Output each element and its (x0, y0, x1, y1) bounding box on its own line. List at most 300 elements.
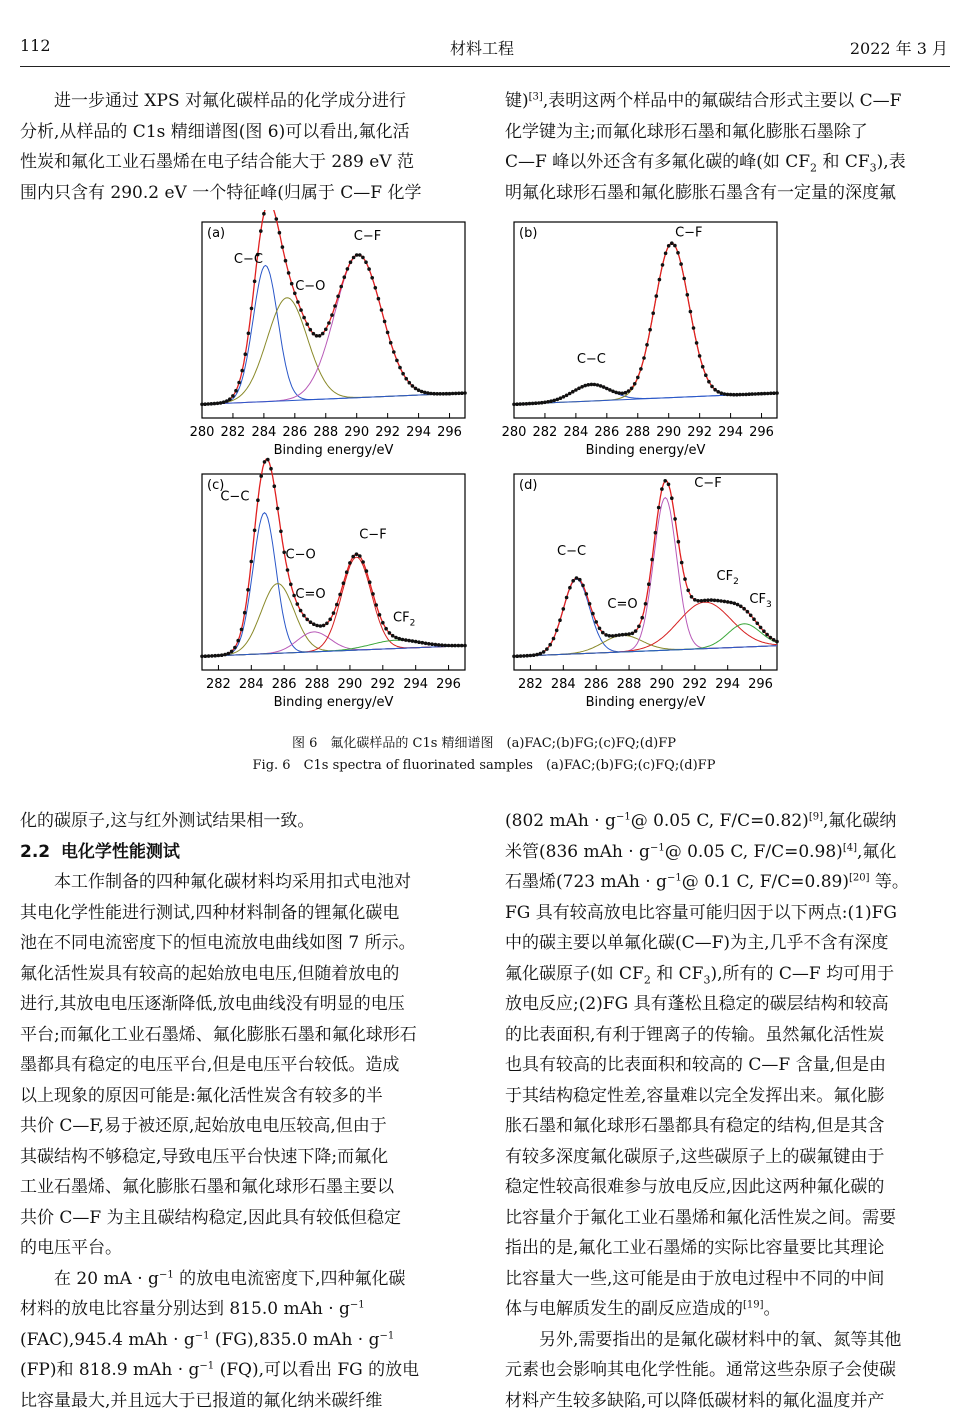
data-point (392, 350, 396, 354)
data-point (250, 307, 254, 311)
data-point (556, 398, 560, 402)
data-point (200, 655, 204, 659)
data-point (742, 607, 746, 611)
data-point (667, 483, 671, 487)
data-point (335, 603, 339, 607)
text-line: 材料产生较多缺陷,可以降低碳材料的氟化温度并产 (505, 1386, 950, 1416)
text-line: 其碳结构不够稳定,导致电压平台快速下降;而氟化 (20, 1142, 465, 1173)
data-point (621, 633, 625, 637)
data-point (558, 618, 562, 622)
data-point (516, 654, 520, 658)
data-point (259, 229, 263, 233)
data-point (440, 643, 444, 647)
text-line: 也具有较高的比表面积和较高的 C—F 含量,但是由 (505, 1050, 950, 1081)
data-point (713, 599, 717, 603)
data-point (518, 402, 522, 406)
data-point (213, 654, 217, 658)
text-line: 于其结构稳定性差,容量难以完全发挥出来。氟化膨 (505, 1081, 950, 1112)
data-point (256, 498, 260, 502)
x-tick-label: 280 (502, 425, 527, 440)
data-point (253, 280, 257, 284)
data-point (673, 517, 677, 521)
data-point (617, 391, 621, 395)
text-line: 其电化学性能进行测试,四种材料制备的锂氟化碳电 (20, 898, 465, 929)
page-number: 112 (20, 36, 51, 55)
data-point (617, 633, 621, 637)
data-point (746, 610, 750, 614)
data-point (627, 632, 631, 636)
data-point (639, 367, 643, 371)
data-point (414, 387, 418, 391)
data-point (634, 629, 638, 633)
data-point (386, 331, 390, 335)
x-tick-label: 290 (650, 677, 675, 692)
data-point (601, 631, 605, 635)
x-axis-label: Binding energy/eV (586, 695, 706, 710)
data-point (733, 602, 737, 606)
data-point (243, 611, 247, 615)
data-point (540, 401, 544, 405)
data-point (349, 260, 353, 264)
x-tick-label: 286 (584, 677, 609, 692)
data-point (322, 624, 326, 628)
data-point (312, 332, 316, 336)
data-point (401, 638, 405, 642)
peak-label: C−F (675, 226, 702, 241)
data-point (677, 540, 681, 544)
x-tick-label: 282 (206, 677, 231, 692)
data-point (729, 601, 733, 605)
data-point (296, 602, 300, 606)
data-point (213, 402, 217, 406)
component-curve-0 (202, 266, 465, 405)
data-point (318, 334, 322, 338)
x-tick-label: 290 (656, 425, 681, 440)
data-point (342, 581, 346, 585)
data-point (368, 580, 372, 584)
peak-label: C=O (607, 597, 637, 612)
x-tick-label: 294 (718, 425, 743, 440)
data-point (539, 652, 543, 656)
data-point (710, 598, 714, 602)
bottom-left-text (20, 806, 465, 1416)
x-tick-label: 282 (221, 425, 246, 440)
data-point (262, 212, 266, 216)
data-point (207, 654, 211, 658)
data-point (263, 460, 267, 464)
figure-caption-en: Fig. 6 C1s spectra of fluorinated samples (a)FAC;(b)FG;(c)FQ;(d)FP (0, 754, 968, 773)
data-point (585, 592, 589, 596)
data-point (614, 391, 618, 395)
data-point (358, 253, 362, 257)
peak-label: C−C (234, 252, 263, 267)
data-point (692, 326, 696, 330)
text-line: 氟化活性炭具有较高的起始放电电压,但随着放电的 (20, 959, 465, 990)
data-point (661, 263, 665, 267)
data-point (391, 634, 395, 638)
data-point (562, 395, 566, 399)
text-line: 墨都具有稳定的电压平台,但是电压平台较低。造成 (20, 1050, 465, 1081)
data-point (398, 366, 402, 370)
data-point (756, 622, 760, 626)
text-line: 元素也会影响其电化学性能。通常这些杂原子会使碳 (505, 1355, 950, 1386)
data-point (598, 627, 602, 631)
top-left-text (20, 86, 465, 208)
data-point (633, 382, 637, 386)
data-point (580, 385, 584, 389)
data-point (667, 244, 671, 248)
text-line: (FAC),945.4 mAh · $g^{-1}$ (FG),835.0 mAh · $g^{-1}$ (20, 1325, 465, 1356)
data-point (581, 584, 585, 588)
data-point (574, 388, 578, 392)
text-line: 本工作制备的四种氟化碳材料均采用扣式电池对 (20, 867, 465, 898)
data-point (704, 373, 708, 377)
data-point (738, 393, 742, 397)
data-point (434, 643, 438, 647)
text-line: 在 20 mA · $g^{-1}$ 的放电电流密度下,四种氟化碳 (20, 1264, 465, 1295)
peak-label: C−F (359, 527, 386, 542)
data-point (772, 391, 776, 395)
data-point (424, 642, 428, 646)
data-point (762, 629, 766, 633)
data-point (374, 603, 378, 607)
data-point (408, 381, 412, 385)
data-point (700, 599, 704, 603)
data-point (680, 561, 684, 565)
data-point (269, 467, 273, 471)
data-point (593, 383, 597, 387)
text-line: 性炭和氟化工业石墨烯在电子结合能大于 289 eV 范 (20, 147, 465, 178)
data-point (352, 256, 356, 260)
data-point (522, 654, 526, 658)
fit-envelope (514, 243, 777, 404)
data-point (719, 599, 723, 603)
data-point (732, 393, 736, 397)
data-point (532, 653, 536, 657)
data-point (421, 641, 425, 645)
data-point (309, 620, 313, 624)
data-point (358, 554, 362, 558)
data-point (741, 393, 745, 397)
figure-6 (0, 210, 968, 730)
peak-label: C−F (694, 476, 721, 491)
data-point (247, 332, 251, 336)
text-line: 石墨烯(723 mAh · $g^{-1}@$ 0.1 C, F/C=0.89)[20] 等。 (505, 867, 950, 898)
data-point (219, 401, 223, 405)
data-point (299, 308, 303, 312)
x-tick-label: 292 (375, 425, 400, 440)
data-point (454, 392, 458, 396)
x-axis-label: Binding energy/eV (586, 443, 706, 458)
data-point (343, 275, 347, 279)
data-point (729, 393, 733, 397)
data-point (552, 637, 556, 641)
x-tick-label: 286 (282, 425, 307, 440)
data-point (736, 603, 740, 607)
data-point (535, 653, 539, 657)
data-point (703, 599, 707, 603)
data-point (571, 579, 575, 583)
data-point (525, 654, 529, 658)
text-line: FG 具有较高放电比容量可能归因于以下两点:(1)FG (505, 898, 950, 929)
data-point (450, 644, 454, 648)
data-point (426, 391, 430, 395)
data-point (377, 297, 381, 301)
data-point (438, 392, 442, 396)
data-point (519, 654, 523, 658)
data-point (289, 583, 293, 587)
peak-label: C=O (295, 587, 325, 602)
data-point (752, 617, 756, 621)
x-tick-label: 296 (748, 677, 773, 692)
data-point (512, 655, 516, 659)
fit-envelope (202, 210, 465, 404)
data-point (286, 568, 290, 572)
data-point (398, 637, 402, 641)
data-point (599, 384, 603, 388)
data-point (315, 334, 319, 338)
data-point (361, 256, 365, 260)
data-point (223, 653, 227, 657)
data-point (765, 633, 769, 637)
data-point (657, 506, 661, 510)
data-point (394, 636, 398, 640)
data-point (749, 614, 753, 618)
data-point (757, 392, 761, 396)
x-tick-label: 290 (344, 425, 369, 440)
data-point (658, 278, 662, 282)
data-point (611, 390, 615, 394)
data-point (460, 644, 464, 648)
text-line: 指出的是,氟化工业石墨烯的实际比容量要比其理论 (505, 1233, 950, 1264)
peak-label: C−C (220, 489, 249, 504)
data-point (651, 311, 655, 315)
peak-label: C−O (295, 279, 325, 294)
data-point (266, 458, 270, 462)
text-line: 共价 C—F,易于被还原,起始放电电压较高,但由于 (20, 1111, 465, 1142)
text-line: 化的碳原子,这与红外测试结果相一致。 (20, 806, 465, 837)
data-point (594, 620, 598, 624)
data-point (315, 624, 319, 628)
data-point (451, 392, 455, 396)
data-point (281, 245, 285, 249)
x-tick-label: 292 (687, 425, 712, 440)
peak-label: C−C (557, 544, 586, 559)
data-point (240, 369, 244, 373)
data-point (230, 650, 234, 654)
data-point (380, 308, 384, 312)
data-point (775, 391, 779, 395)
x-tick-label: 286 (272, 677, 297, 692)
data-point (220, 653, 224, 657)
data-point (583, 384, 587, 388)
data-point (735, 393, 739, 397)
data-point (707, 380, 711, 384)
data-point (575, 576, 579, 580)
data-point (345, 570, 349, 574)
fit-envelope (514, 481, 777, 657)
x-tick-label: 296 (437, 425, 462, 440)
background-line (202, 646, 465, 657)
data-point (766, 392, 770, 396)
panel-tag: (d) (519, 478, 537, 493)
x-tick-label: 294 (406, 425, 431, 440)
journal-name: 材料工程 (450, 36, 514, 59)
data-point (543, 401, 547, 405)
data-point (549, 399, 553, 403)
data-point (312, 622, 316, 626)
text-line: 进行,其放电电压逐渐降低,放电曲线没有明显的电压 (20, 989, 465, 1020)
text-line: 化学键为主;而氟化球形石墨和氟化膨胀石墨除了 (505, 117, 950, 148)
data-point (338, 593, 342, 597)
data-point (577, 387, 581, 391)
data-point (346, 267, 350, 271)
data-point (287, 271, 291, 275)
data-point (720, 391, 724, 395)
data-point (648, 328, 652, 332)
text-line: 工业石墨烯、氟化膨胀石墨和氟化球形石墨主要以 (20, 1172, 465, 1203)
top-right-text (505, 86, 950, 208)
data-point (568, 586, 572, 590)
peak-label-subscript: 3 (766, 600, 772, 610)
data-point (444, 644, 448, 648)
data-point (565, 596, 569, 600)
data-point (321, 332, 325, 336)
data-point (655, 294, 659, 298)
data-point (663, 479, 667, 483)
data-point (225, 399, 229, 403)
xps-spectra-figure (0, 210, 968, 730)
data-point (429, 392, 433, 396)
data-point (233, 646, 237, 650)
data-point (302, 614, 306, 618)
data-point (324, 328, 328, 332)
data-point (284, 259, 288, 263)
data-point (423, 391, 427, 395)
data-point (457, 644, 461, 648)
data-point (404, 377, 408, 381)
data-point (325, 622, 329, 626)
data-point (275, 217, 279, 221)
data-point (701, 365, 705, 369)
data-point (760, 392, 764, 396)
x-tick-label: 294 (403, 677, 428, 692)
data-point (234, 389, 238, 393)
data-point (605, 387, 609, 391)
data-point (448, 392, 452, 396)
data-point (290, 282, 294, 286)
data-point (614, 634, 618, 638)
data-point (571, 390, 575, 394)
data-point (604, 633, 608, 637)
data-point (374, 286, 378, 290)
data-point (706, 598, 710, 602)
text-line: 以上现象的原因可能是:氟化活性炭含有较多的半 (20, 1081, 465, 1112)
data-point (204, 654, 208, 658)
data-point (769, 636, 773, 640)
x-tick-label: 284 (251, 425, 276, 440)
x-tick-label: 292 (682, 677, 707, 692)
data-point (716, 599, 720, 603)
data-point (278, 231, 282, 235)
data-point (447, 644, 451, 648)
data-point (630, 387, 634, 391)
data-point (559, 396, 563, 400)
data-point (512, 403, 516, 407)
text-line: 池在不同电流密度下的恒电流放电曲线如图 7 所示。 (20, 928, 465, 959)
data-point (726, 393, 730, 397)
data-point (522, 402, 526, 406)
data-point (627, 389, 631, 393)
data-point (750, 392, 754, 396)
text-line: (802 mAh · $g^{-1}@$ 0.05 C, F/C=0.82)[9],氟化碳纳 (505, 806, 950, 837)
data-point (591, 612, 595, 616)
data-point (305, 618, 309, 622)
data-point (611, 634, 615, 638)
bottom-right-text (505, 806, 950, 1416)
data-point (624, 391, 628, 395)
data-point (644, 602, 648, 606)
data-point (332, 611, 336, 615)
data-point (240, 628, 244, 632)
data-point (228, 397, 232, 401)
x-axis-label: Binding energy/eV (274, 695, 394, 710)
data-point (596, 383, 600, 387)
x-axis-label: Binding energy/eV (274, 443, 394, 458)
data-point (430, 642, 434, 646)
data-point (401, 372, 405, 376)
text-line: 的电压平台。 (20, 1233, 465, 1264)
data-point (562, 607, 566, 611)
data-point (437, 643, 441, 647)
text-line: 放电反应;(2)FG 具有蓬松且稳定的碳层结构和较高 (505, 989, 950, 1020)
data-point (305, 322, 309, 326)
data-point (411, 384, 415, 388)
data-point (309, 328, 313, 332)
issue-date: 2022 年 3 月 (850, 36, 948, 59)
x-tick-label: 294 (715, 677, 740, 692)
data-point (645, 343, 649, 347)
x-tick-label: 288 (617, 677, 642, 692)
x-tick-label: 296 (749, 425, 774, 440)
data-point (383, 320, 387, 324)
paragraph-test-method (20, 867, 465, 1264)
data-point (348, 561, 352, 565)
data-point (216, 402, 220, 406)
peak-label: $CF_2$ (717, 569, 739, 587)
data-point (388, 631, 392, 635)
data-point (624, 633, 628, 637)
data-point (217, 654, 221, 658)
component-curve-3 (514, 602, 777, 656)
data-point (328, 618, 332, 622)
data-point (636, 376, 640, 380)
text-line: 的比表面积,有利于锂离子的传输。虽然氟化活性炭 (505, 1020, 950, 1051)
x-tick-label: 282 (533, 425, 558, 440)
peak-label: C−O (286, 547, 316, 562)
data-point (587, 383, 591, 387)
data-point (673, 244, 677, 248)
data-point (769, 392, 773, 396)
text-line: C—F 峰以外还含有多氟化碳的峰(如 $CF_2$ 和 $CF_3$),表 (505, 147, 950, 178)
peak-label: $CF_2$ (393, 610, 415, 628)
data-point (389, 341, 393, 345)
data-point (457, 392, 461, 396)
data-point (552, 399, 556, 403)
data-point (754, 392, 758, 396)
data-point (222, 400, 226, 404)
figure-caption-cn: 图 6 氟化碳样品的 C1s 精细谱图 (a)FAC;(b)FG;(c)FQ;(d)FP (0, 732, 968, 751)
